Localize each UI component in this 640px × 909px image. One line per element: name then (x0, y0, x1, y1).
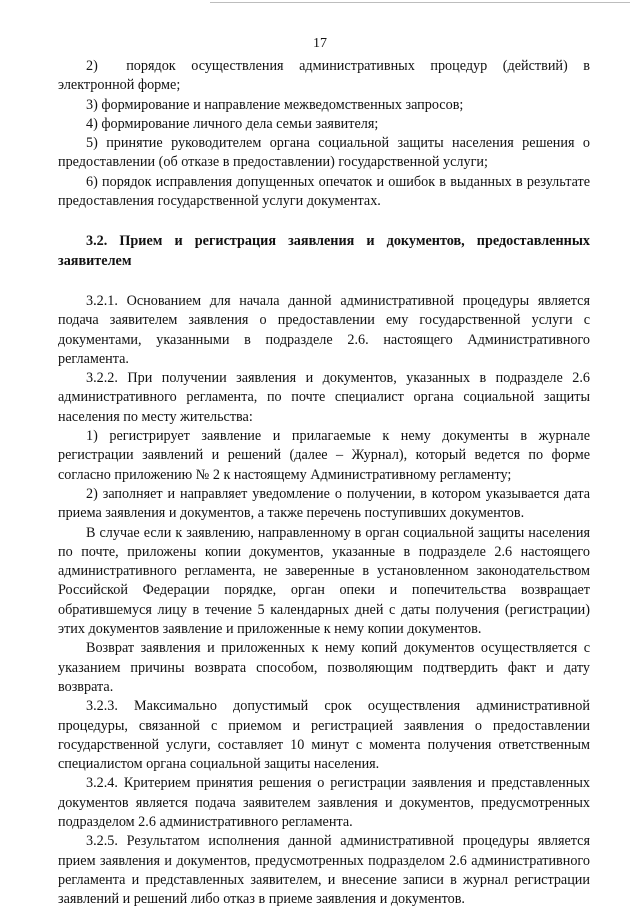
paragraph: 3.2.4. Критерием принятия решения о регистрации заявления и представленных документов является подача заявителем заявления и документов, предусмотренных подразделом 2.6 административного регламента. (58, 775, 590, 830)
document-body (58, 57, 590, 909)
paragraph: 3.2.3. Максимально допустимый срок осуществления административной процедуры, связанной с приемом и регистрацией заявления о предоставлении государственной услуги, составляет 10 минут с момента получения ответственным специалистом органа социальной защиты населения. (58, 698, 590, 773)
list-item: 3) формирование и направление межведомственных запросов; (86, 96, 464, 113)
list-item: 5) принятие руководителем органа социальной защиты населения решения о предоставлении (об отказе в предоставлении) государственной услуги; (58, 135, 590, 171)
paragraph: 1) регистрирует заявление и прилагаемые к нему документы в журнале регистрации заявлений и решений (далее – Журнал), который ведется по форме согласно приложению № 2 к настоящему Административному регламенту; (58, 428, 590, 483)
paragraph: Возврат заявления и приложенных к нему копий документов осуществляется с указанием причины возврата способом, позволяющим подтвердить факт и дату возврата. (58, 640, 590, 695)
list-item: 6) порядок исправления допущенных опечаток и ошибок в выданных в результате предоставления государственной услуги документах. (58, 173, 590, 210)
paragraph: В случае если к заявлению, направленному в орган социальной защиты населения по почте, приложены копии документов, указанные в подразделе 2.6 настоящего административного регламента, не заверенные в установленном законодательством Российской Федерации порядке, орган опеки и попечительства возвращает обратившемуся лицу в течение 5 календарных дней с даты получения (регистрации) этих документов заявление и приложенные к нему копии документов. (58, 524, 590, 638)
page-number: 17 (313, 36, 327, 51)
paragraph: 3.2.1. Основанием для начала данной административной процедуры является подача заявителем заявления о предоставлении ему государственной услуги с документами, указанными в подразделе 2.6. настоящего Административного регламента. (58, 292, 590, 367)
list-item: 2) порядок осуществления административных процедур (действий) в электронной форме; (58, 58, 590, 94)
top-rule (210, 2, 630, 3)
paragraph: 3.2.2. При получении заявления и документов, указанных в подразделе 2.6 административного регламента, по почте специалист органа социальной защиты населения по месту жительства: (58, 370, 590, 425)
list-item: 4) формирование личного дела семьи заявителя; (86, 115, 379, 132)
paragraph: 2) заполняет и направляет уведомление о получении, в котором указывается дата приема заявления и документов, а также перечень поступивших документов. (58, 485, 590, 522)
section-heading: 3.2. Прием и регистрация заявления и документов, предоставленных заявителем (58, 233, 590, 269)
paragraph: 3.2.5. Результатом исполнения данной административной процедуры является прием заявления и документов, предусмотренных подразделом 2.6 административного регламента и представленных заявителем, и внесение записи в журнал регистрации заявлений и решений либо отказ в приеме заявления и документов. (58, 833, 590, 908)
